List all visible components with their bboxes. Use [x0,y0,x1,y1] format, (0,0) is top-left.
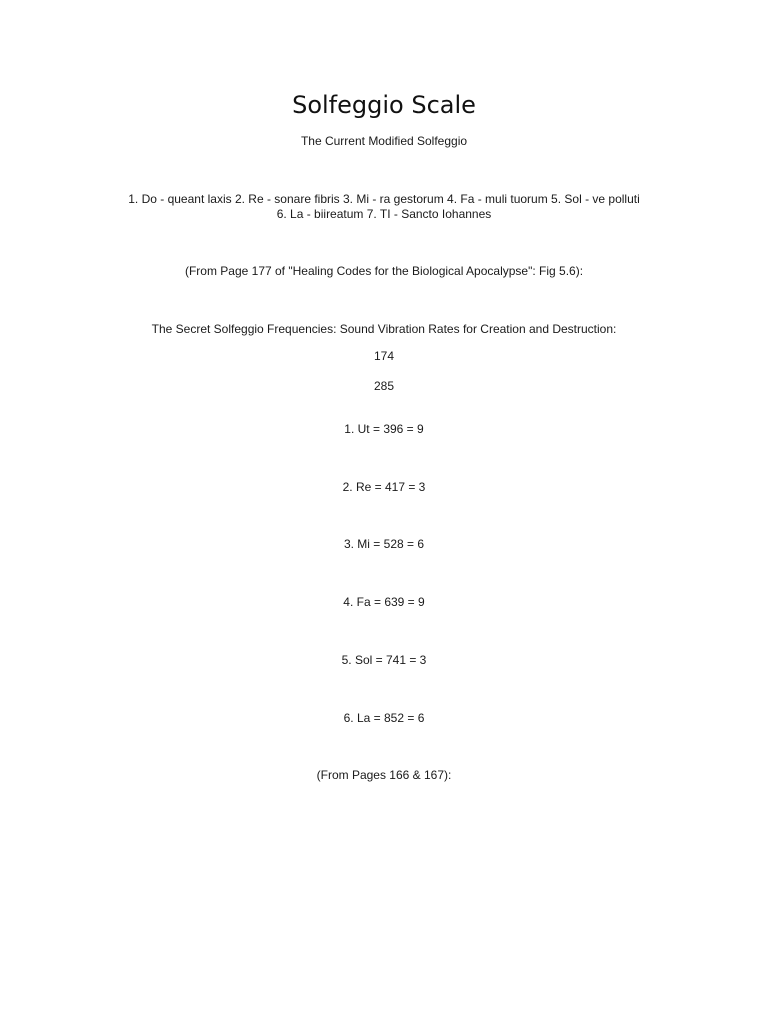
scale-text-line-1: 1. Do - queant laxis 2. Re - sonare fibris 3. Mi - ra gestorum 4. Fa - muli tuorum 5. Sol - ve polluti [128,192,640,206]
frequencies-heading: The Secret Solfeggio Frequencies: Sound Vibration Rates for Creation and Destruction: [151,322,617,336]
page-subtitle: The Current Modified Solfeggio [300,134,468,148]
note-la: 6. La = 852 = 6 [343,711,425,725]
note-ut: 1. Ut = 396 = 9 [344,422,424,436]
scale-text-line-2: 6. La - biireatum 7. TI - Sancto Iohannes [276,207,492,221]
frequency-174: 174 [373,349,395,363]
note-sol: 5. Sol = 741 = 3 [341,653,427,667]
source-note-pages: (From Pages 166 & 167): [316,768,452,782]
note-fa: 4. Fa = 639 = 9 [343,595,425,609]
page-title: Solfeggio Scale [292,91,476,119]
source-note-fig-5-6: (From Page 177 of "Healing Codes for the Biological Apocalypse": Fig 5.6): [184,264,584,278]
note-re: 2. Re = 417 = 3 [342,480,426,494]
note-mi: 3. Mi = 528 = 6 [343,537,425,551]
frequency-285: 285 [373,379,395,393]
